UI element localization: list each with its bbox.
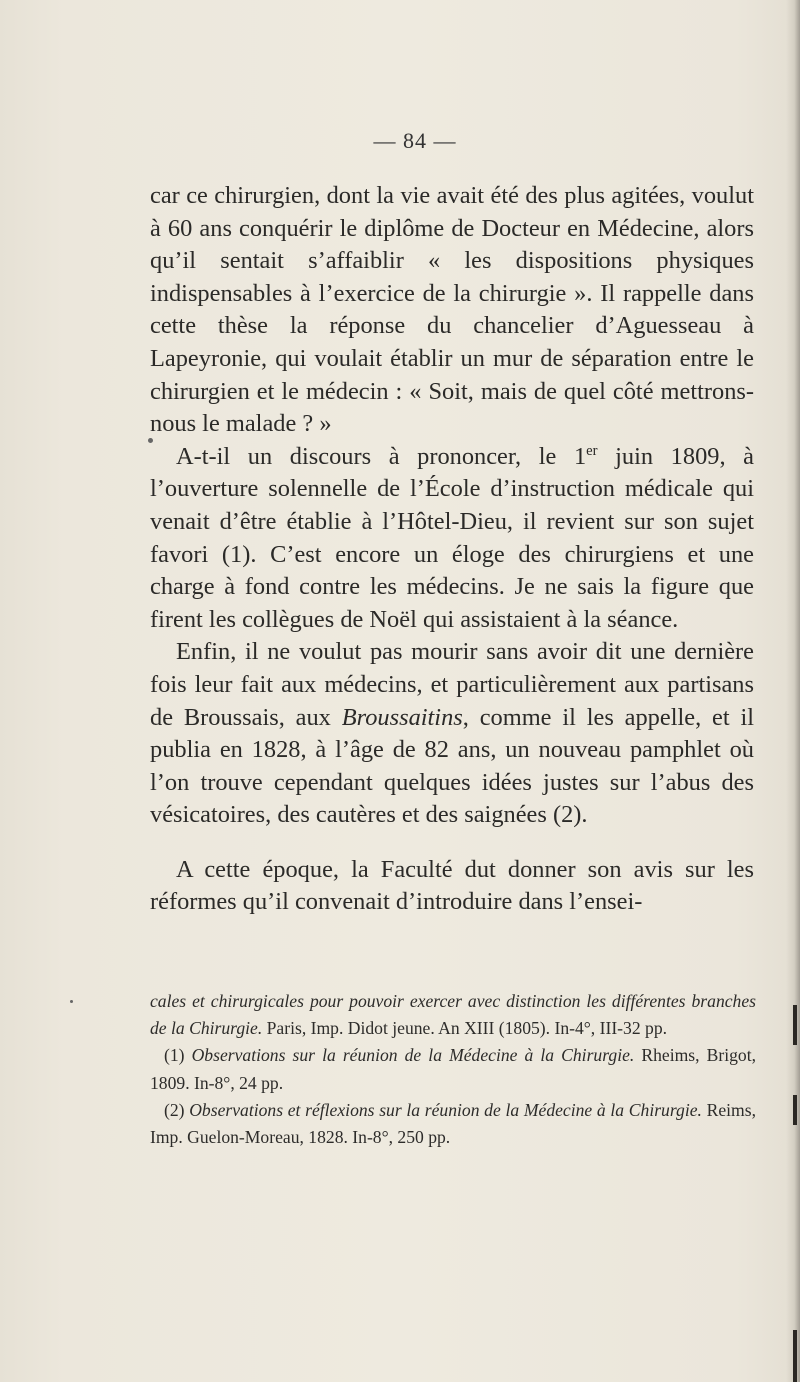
footnote-2 bbox=[150, 1097, 756, 1151]
italic-term: Broussaitins bbox=[341, 703, 463, 731]
footnote-text: Paris, Imp. Didot jeune. An XIII (1805). In-4°, III-32 pp. bbox=[262, 1018, 668, 1039]
footnote-text: Rheims, Brigot, 1809. In-8°, 24 pp. bbox=[150, 1045, 756, 1093]
paragraph bbox=[150, 636, 754, 832]
paragraph-text: Enfin, il ne voulut pas mourir sans avoir dit une dernière fois leur fait aux médecins, et particulièrement aux partisans de Broussais, aux bbox=[150, 638, 754, 731]
paragraph bbox=[150, 441, 754, 637]
footnotes bbox=[150, 988, 756, 1151]
footnote-mark: (1) bbox=[164, 1045, 192, 1066]
ink-speck bbox=[70, 1000, 73, 1003]
footnote-continuation bbox=[150, 988, 756, 1042]
edge-ink-mark bbox=[793, 1005, 797, 1045]
paragraph bbox=[150, 180, 754, 441]
footnote-title: Observations sur la réunion de la Médecine à la Chirurgie. bbox=[191, 1045, 635, 1066]
superscript: er bbox=[586, 442, 598, 459]
paragraph-text: , comme il les appelle, et il publia en 1828, à l’âge de 82 ans, un nouveau pamphlet où l’on trouve cependant quelques idées justes sur l’abus des vésicatoires, des cautères et des saignées (2). bbox=[150, 703, 754, 829]
footnote-title: cales et chirurgicales pour pouvoir exercer avec distinction les différentes branches de la Chirurgie. bbox=[150, 991, 756, 1039]
paragraph-text: A-t-il un discours à prononcer, le 1 bbox=[176, 442, 587, 470]
footnote-text: Reims, Imp. Guelon-Moreau, 1828. In-8°, 250 pp. bbox=[150, 1099, 756, 1148]
footnote-title: Observations et réflexions sur la réunion de la Médecine à la Chirurgie. bbox=[189, 1099, 702, 1120]
page-number: — 84 — bbox=[373, 128, 457, 153]
paragraph-text: A cette époque, la Faculté dut donner son avis sur les réformes qu’il convenait d’introduire dans l’ensei- bbox=[150, 855, 754, 916]
body-text bbox=[150, 180, 754, 919]
footnote-mark: (2) bbox=[164, 1099, 190, 1120]
footnote-1 bbox=[150, 1042, 756, 1096]
paragraph-text: car ce chirurgien, dont la vie avait été des plus agitées, voulut à 60 ans conquérir le diplôme de Docteur en Médecine, alors qu’il sentait s’affaiblir « les dispositions physiques indispensables à l’exercice de la chirurgie ». Il rappelle dans cette thèse la réponse du chancelier d’Aguesseau à Lapeyronie, qui voulait établir un mur de séparation entre le chirurgien et le médecin : « Soit, mais de quel côté mettrons-nous le malade ? » bbox=[150, 182, 754, 438]
page-edge-shadow bbox=[786, 0, 800, 1382]
paragraph-text: juin 1809, à l’ouverture solennelle de l’École d’instruction médicale qui venait d’être établie à l’Hôtel-Dieu, il revient sur son sujet favori (1). C’est encore un éloge des chirurgiens et une charge à fond contre les médecins. Je ne sais la figure que firent les collègues de Noël qui assistaient à la séance. bbox=[150, 442, 754, 633]
paragraph bbox=[150, 854, 754, 919]
edge-ink-mark bbox=[793, 1330, 797, 1382]
edge-ink-mark bbox=[793, 1095, 797, 1125]
